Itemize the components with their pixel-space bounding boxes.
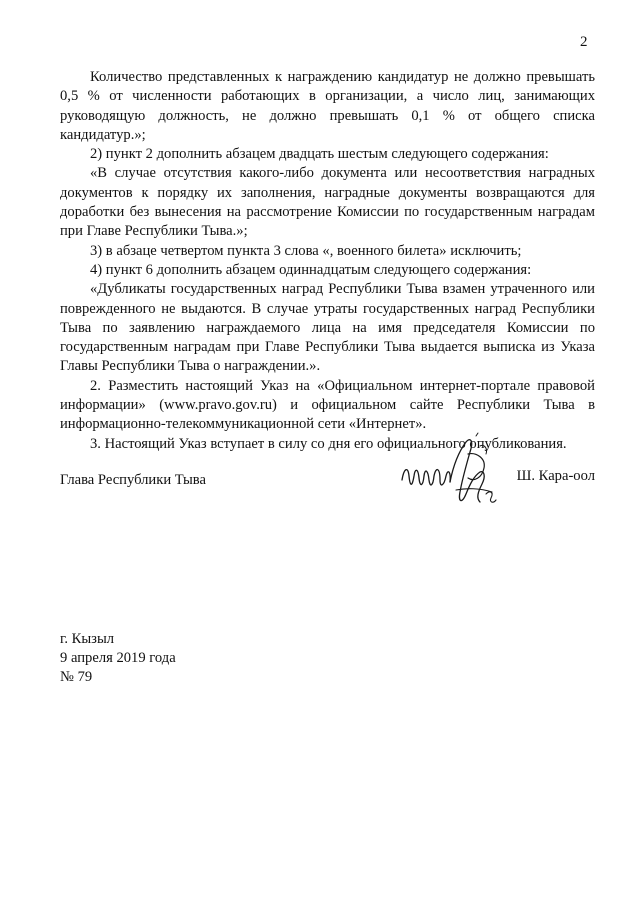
footer-date: 9 апреля 2019 года [60, 650, 176, 666]
document-body [60, 68, 595, 454]
paragraph: 2. Разместить настоящий Указ на «Официальном интернет-портале правовой информации» (www.pravo.gov.ru) и официальном сайте Республики Тыва в информационно-телекоммуникационной сети «Интернет». [60, 377, 595, 433]
footer-city: г. Кызыл [60, 631, 115, 647]
page-number: 2 [580, 34, 588, 50]
signatory-title: Глава Республики Тыва [60, 472, 206, 488]
paragraph: «В случае отсутствия какого-либо документа или несоответствия наградных документов к порядку их заполнения, наградные документы возвращаются для доработки без вынесения на рассмотрение Комиссии по государственным наградам при Главе Республики Тыва.»; [60, 165, 595, 240]
paragraph: «Дубликаты государственных наград Республики Тыва взамен утраченного или поврежденного не выдаются. В случае утраты государственных наград Республики Тыва по заявлению награждаемого лица на имя председателя Комиссии по государственным наградам при Главе Республики Тыва выдается выписка из Указа Главы Республики Тыва о награждении.». [60, 281, 595, 375]
paragraph: 3. Настоящий Указ вступает в силу со дня его официального опубликования. [90, 435, 567, 452]
signatory-name: Ш. Кара-оол [516, 468, 595, 484]
paragraph: 4) пункт 6 дополнить абзацем одиннадцатым следующего содержания: [90, 261, 532, 278]
handwritten-signature [396, 432, 516, 522]
footer-number: № 79 [60, 669, 93, 685]
paragraph: 3) в абзаце четвертом пункта 3 слова «, военного билета» исключить; [90, 242, 522, 259]
signature-block [60, 468, 595, 528]
paragraph: 2) пункт 2 дополнить абзацем двадцать шестым следующего содержания: [90, 146, 549, 163]
paragraph: Количество представленных к награждению кандидатур не должно превышать 0,5 % от численности работающих в организации, а число лиц, занимающих руководящую должность, не должно превышать 0,1 % от общего списка кандидатур.»; [60, 69, 595, 143]
document-footer [60, 630, 176, 687]
